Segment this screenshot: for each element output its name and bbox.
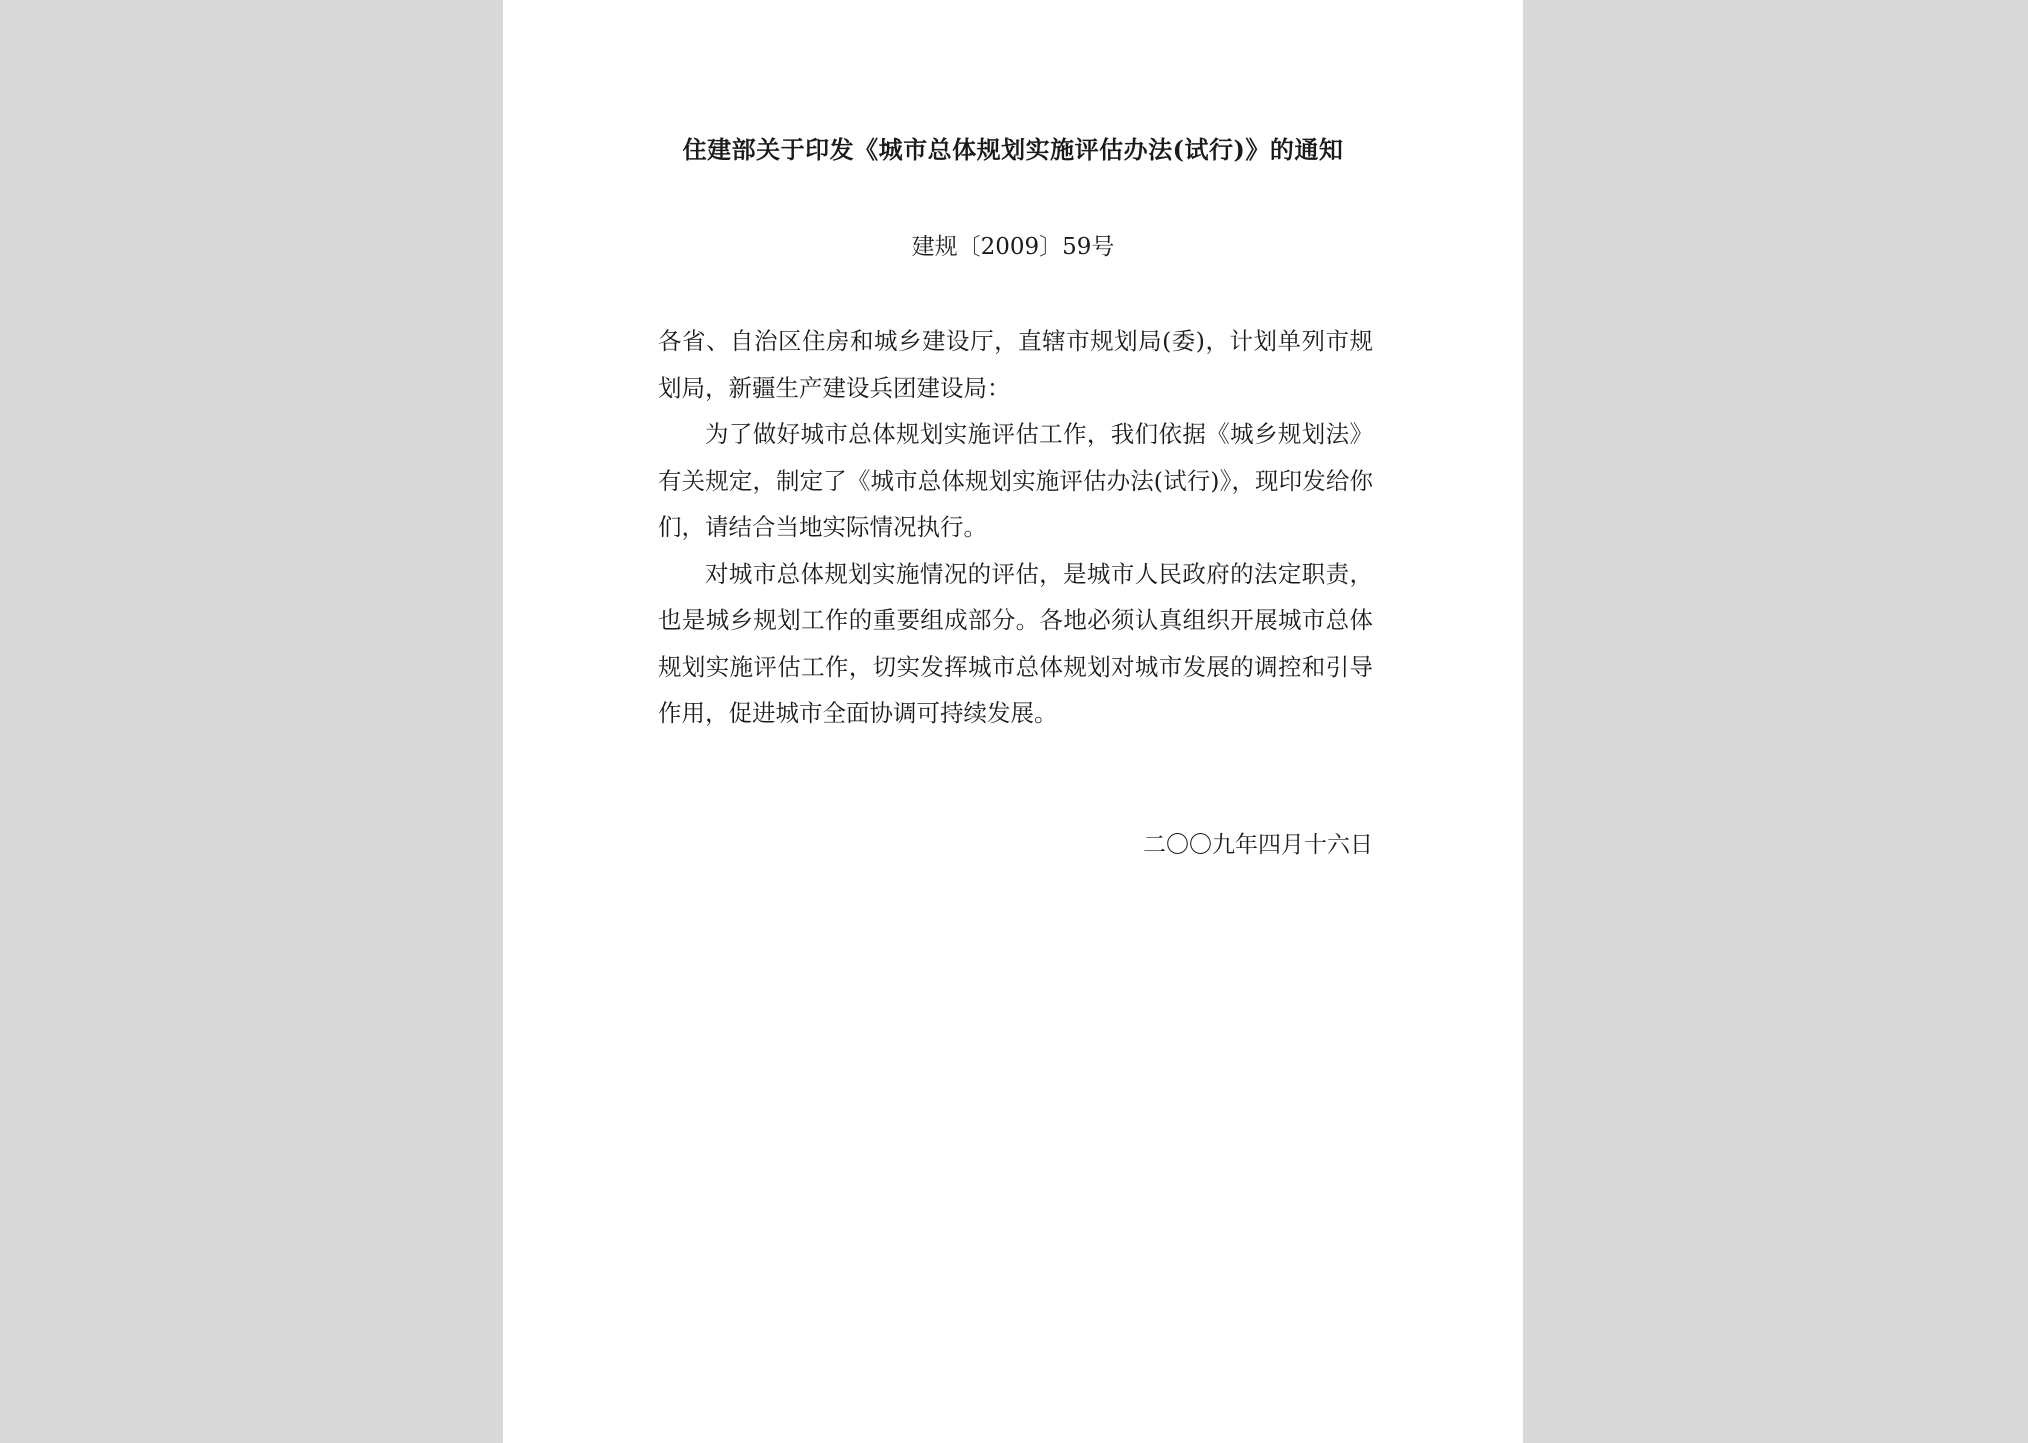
paragraph-1: 为了做好城市总体规划实施评估工作，我们依据《城乡规划法》有关规定，制定了《城市总体规划实施评估办法(试行)》，现印发给你们，请结合当地实际情况执行。 bbox=[658, 420, 1373, 541]
document-page bbox=[503, 0, 1523, 1443]
document-body bbox=[658, 318, 1373, 737]
document-date: 二〇〇九年四月十六日 bbox=[1143, 832, 1373, 858]
paragraph-2: 对城市总体规划实施情况的评估，是城市人民政府的法定职责，也是城乡规划工作的重要组成部分。各地必须认真组织开展城市总体规划实施评估工作，切实发挥城市总体规划对城市发展的调控和引导作用，促进城市全面协调可持续发展。 bbox=[658, 559, 1373, 727]
addressee: 各省、自治区住房和城乡建设厅，直辖市规划局(委)，计划单列市规划局，新疆生产建设兵团建设局： bbox=[658, 327, 1373, 402]
document-title: 住建部关于印发《城市总体规划实施评估办法(试行)》的通知 bbox=[682, 135, 1344, 164]
document-number: 建规〔2009〕59号 bbox=[911, 234, 1115, 260]
